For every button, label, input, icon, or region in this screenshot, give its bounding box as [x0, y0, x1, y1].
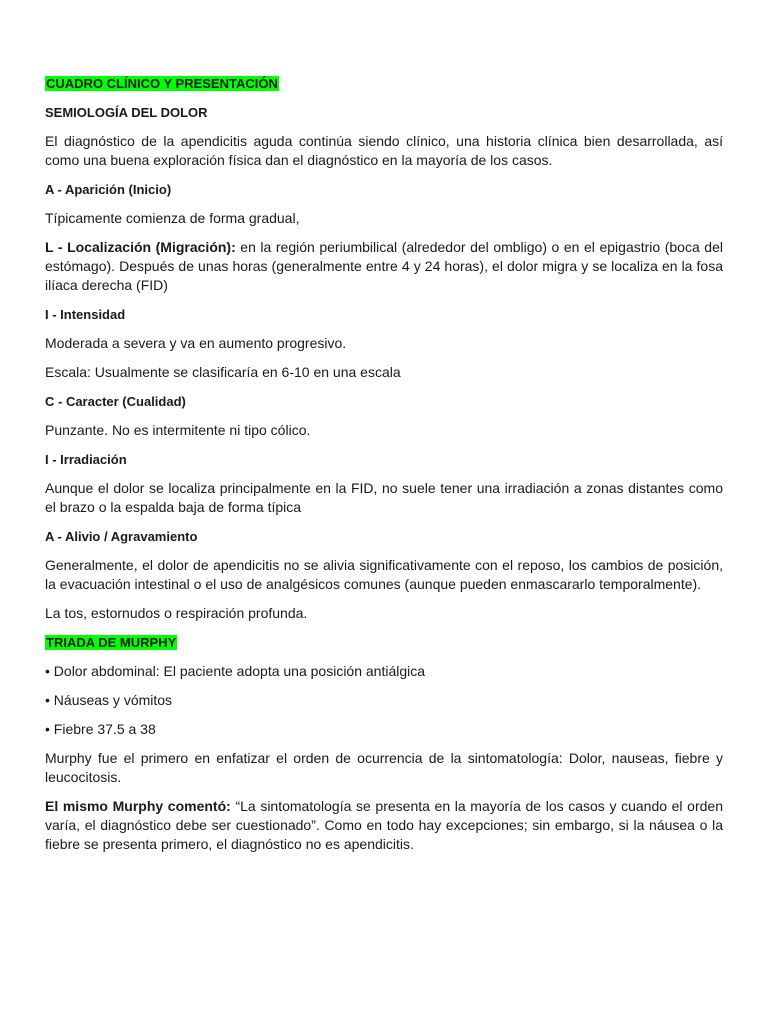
caracter-text: Punzante. No es intermitente ni tipo cólico. [45, 422, 311, 438]
localizacion-label: L - Localización (Migración): [45, 239, 236, 255]
alivio-text-1: Generalmente, el dolor de apendicitis no se alivia significativamente con el reposo, los cambios de posición, la evacuación intestinal o el uso de analgésicos comunes (aunque pueden enmascararlo temporalmente). [45, 557, 723, 592]
localizacion-text: en la región periumbilical (alrededor del ombligo) o en el epigastrio (boca del estómago). Después de unas horas (generalmente entre 4 y 24 horas), el dolor migra y se localiza en la fosa ilíaca derecha (FID) [45, 239, 723, 293]
alivio-text-2: La tos, estornudos o respiración profunda. [45, 605, 308, 621]
section-title [45, 74, 723, 93]
irradiacion-text: Aunque el dolor se localiza principalmente en la FID, no suele tener una irradiación a zonas distantes como el brazo o la espalda baja de forma típica [45, 480, 723, 515]
intensidad-text-2: Escala: Usualmente se clasificaría en 6-10 en una escala [45, 364, 401, 380]
bullet-item: • Dolor abdominal: El paciente adopta una posición antiálgica [45, 663, 426, 679]
document-page [45, 74, 723, 864]
bullet-item: • Náuseas y vómitos [45, 692, 173, 708]
heading-intensidad: I - Intensidad [45, 307, 126, 322]
triada-title [45, 633, 723, 652]
bullet-item: • Fiebre 37.5 a 38 [45, 721, 156, 737]
intro-paragraph: El diagnóstico de la apendicitis aguda continúa siendo clínico, una historia clínica bien desarrollada, así como una buena exploración física dan el diagnóstico en la mayoría de los casos. [45, 133, 723, 168]
highlighted-title: CUADRO CLÍNICO Y PRESENTACIÓN [46, 76, 278, 91]
aparicion-text: Típicamente comienza de forma gradual, [45, 210, 300, 226]
murphy-paragraph: Murphy fue el primero en enfatizar el orden de ocurrencia de la sintomatología: Dolor, nauseas, fiebre y leucocitosis. [45, 750, 723, 785]
heading-aparicion: A - Aparición (Inicio) [45, 182, 172, 197]
heading-irradiacion: I - Irradiación [45, 452, 127, 467]
section-subtitle: SEMIOLOGÍA DEL DOLOR [45, 105, 208, 120]
heading-alivio: A - Alivio / Agravamiento [45, 529, 198, 544]
intensidad-text-1: Moderada a severa y va en aumento progresivo. [45, 335, 347, 351]
murphy-quote-label: El mismo Murphy comentó: [45, 798, 231, 814]
highlighted-triada-title: TRIADA DE MURPHY [46, 635, 177, 650]
murphy-quote-paragraph [45, 797, 723, 854]
murphy-quote-text: “La sintomatología se presenta en la mayoría de los casos y cuando el orden varía, el diagnóstico debe ser cuestionado”. Como en todo hay excepciones; sin embargo, si la náusea o la fiebre se presenta primero, el diagnóstico no es apendicitis. [45, 798, 723, 852]
heading-caracter: C - Caracter (Cualidad) [45, 394, 186, 409]
localizacion-paragraph [45, 238, 723, 295]
